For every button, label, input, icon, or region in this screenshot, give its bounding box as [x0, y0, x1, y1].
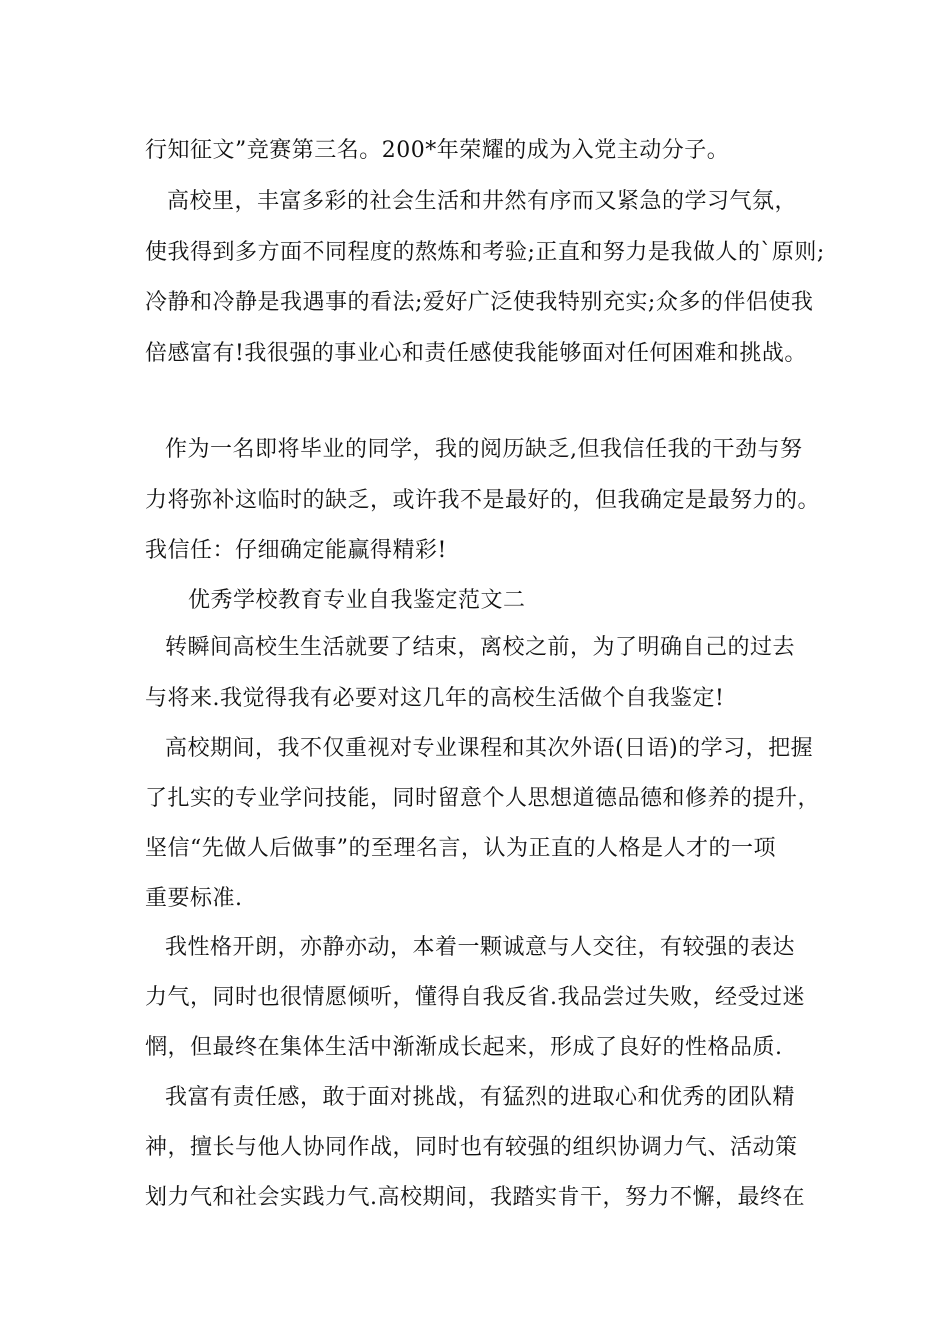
text-line: 作为一名即将毕业的同学，我的阅历缺乏,但我信任我的干劲与努	[165, 437, 803, 462]
text-line: 高校期间，我不仅重视对专业课程和其次外语(日语)的学习，把握	[165, 736, 814, 761]
text-line: 重要标准.	[145, 886, 243, 911]
text-line: 划力气和社会实践力气.高校期间，我踏实肯干，努力不懈，最终在	[145, 1185, 805, 1210]
text-line: 冷静和冷静是我遇事的看法;爱好广泛使我特别充实;众多的伴侣使我	[145, 290, 814, 315]
text-line: 高校里，丰富多彩的社会生活和井然有序而又紧急的学习气氛，	[167, 189, 798, 214]
text-line: 我信任：仔细确定能赢得精彩!	[145, 538, 447, 563]
text-line: 力气，同时也很情愿倾听，懂得自我反省.我品尝过失败，经受过迷	[145, 985, 805, 1010]
text-line: 使我得到多方面不同程度的熬炼和考验;正直和努力是我做人的`原则;	[145, 240, 825, 265]
text-line: 与将来.我觉得我有必要对这几年的高校生活做个自我鉴定!	[145, 686, 725, 711]
text-line: 神，擅长与他人协同作战，同时也有较强的组织协调力气、活动策	[145, 1135, 798, 1160]
text-line: 坚信“先做人后做事”的至理名言，认为正直的人格是人才的一项	[145, 836, 776, 861]
text-line: 转瞬间高校生生活就要了结束，离校之前，为了明确自己的过去	[165, 635, 796, 660]
text-line: 行知征文”竞赛第三名。200*年荣耀的成为入党主动分子。	[145, 138, 730, 163]
text-line: 我富有责任感，敢于面对挑战，有猛烈的进取心和优秀的团队精	[165, 1085, 796, 1110]
text-line: 我性格开朗，亦静亦动，本着一颗诚意与人交往，有较强的表达	[165, 935, 796, 960]
text-line: 了扎实的专业学问技能，同时留意个人思想道德品德和修养的提升，	[145, 786, 821, 811]
text-line: 惘，但最终在集体生活中渐渐成长起来，形成了良好的性格品质.	[145, 1035, 783, 1060]
section-heading: 优秀学校教育专业自我鉴定范文二	[188, 588, 526, 613]
text-line: 倍感富有!我很强的事业心和责任感使我能够面对任何困难和挑战。	[145, 341, 807, 366]
text-line: 力将弥补这临时的缺乏，或许我不是最好的，但我确定是最努力的。	[145, 488, 821, 513]
